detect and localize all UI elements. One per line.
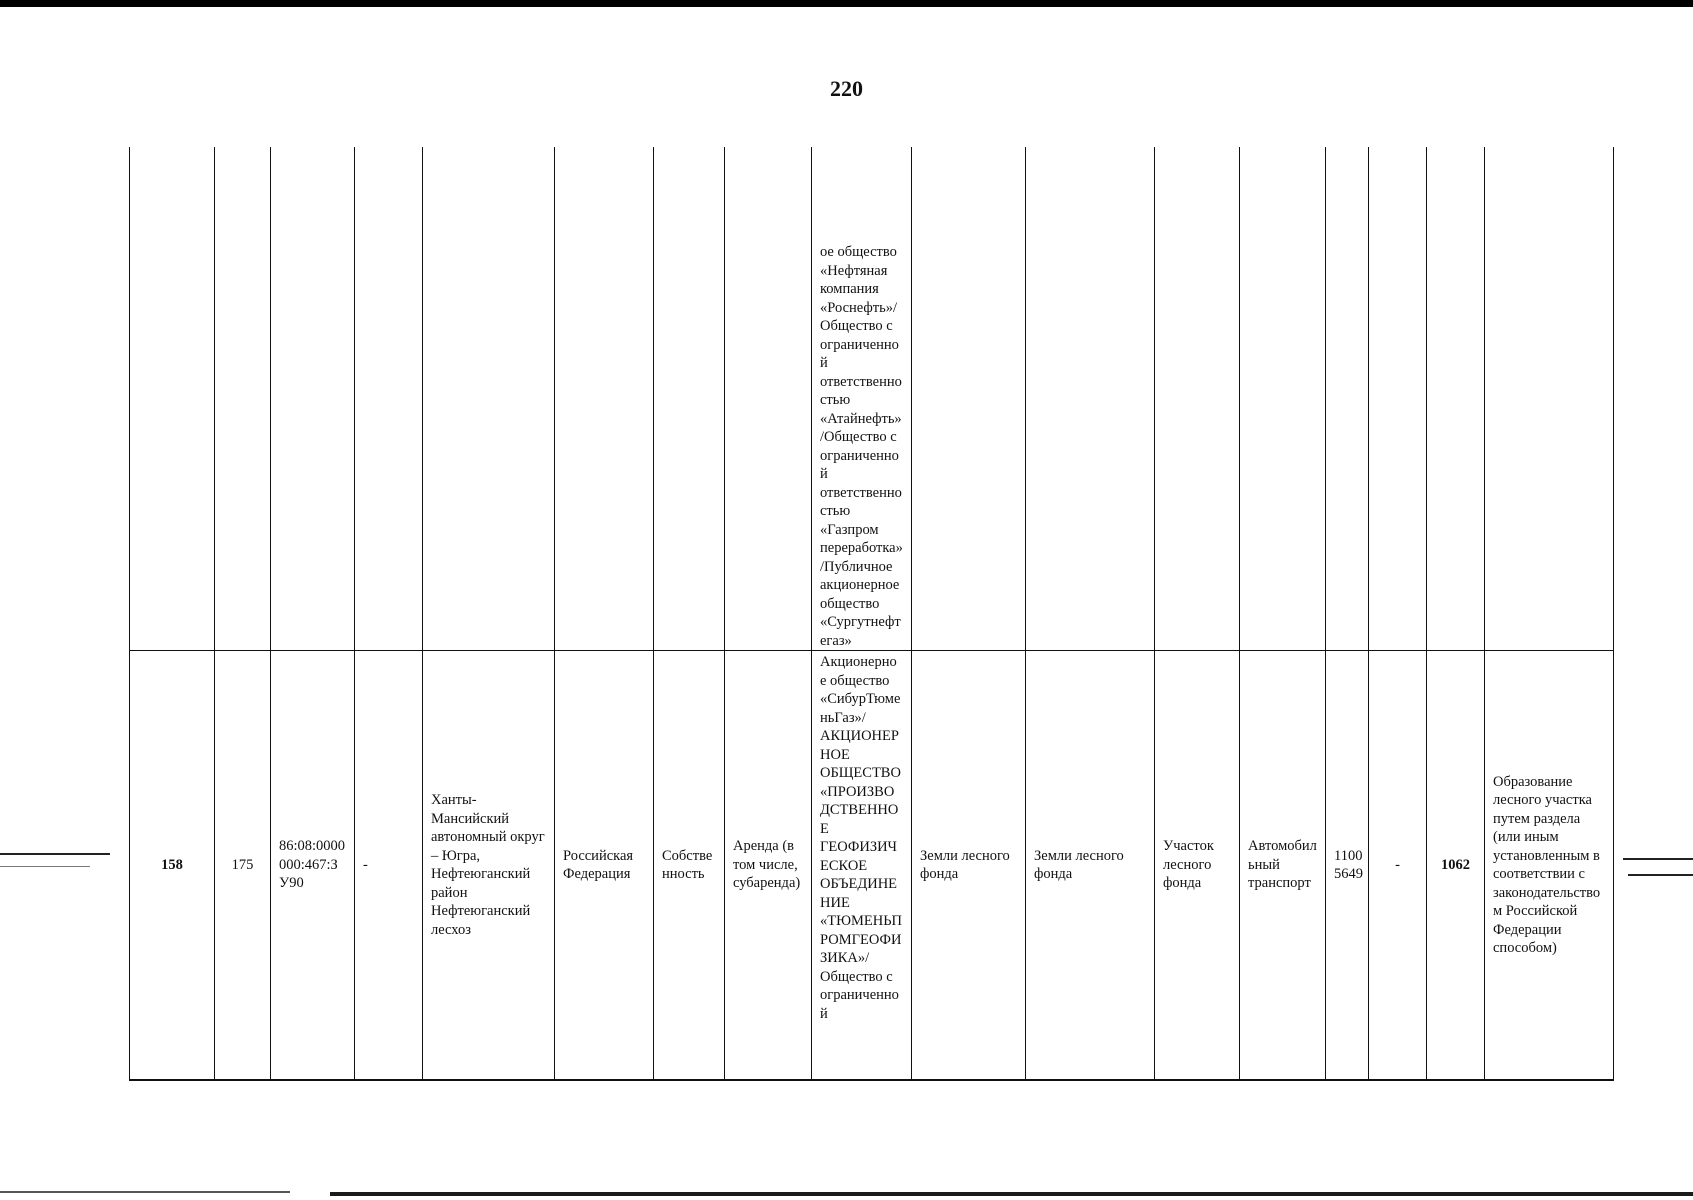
margin-mark-left: [0, 866, 90, 867]
cell-empty: [725, 147, 812, 651]
margin-mark-right: [1623, 858, 1693, 860]
cell-encumbrance: Аренда (в том числе, субаренда): [725, 651, 812, 1081]
cell-code: 175: [215, 651, 271, 1081]
cell-empty: [423, 147, 555, 651]
cell-dash: -: [355, 651, 423, 1081]
cell-empty: [1155, 147, 1240, 651]
cell-note: Образование лесного участка путем раздела (или иным установленным в соответствии с законодательством Российской Федерации способом): [1485, 651, 1614, 1081]
cell-location: Ханты-Мансийский автономный округ – Югра, Нефтеюганский район Нефтеюганский лесхоз: [423, 651, 555, 1081]
cell-empty: [1326, 147, 1369, 651]
table-row-158: [130, 651, 1614, 1081]
cell-empty: [1427, 147, 1485, 651]
cell-empty: [555, 147, 654, 651]
register-table-wrap: [129, 147, 1613, 1074]
cell-cadastral-number: 86:08:0000000:467:ЗУ90: [271, 651, 355, 1081]
cell-empty: [1240, 147, 1326, 651]
cell-owner: Российская Федерация: [555, 651, 654, 1081]
margin-mark-right: [1628, 874, 1693, 876]
margin-mark-left: [0, 853, 110, 855]
cell-right-type: Собственность: [654, 651, 725, 1081]
cell-empty: [912, 147, 1026, 651]
cell-empty: [130, 147, 215, 651]
cell-empty: [1485, 147, 1614, 651]
cell-empty: [1369, 147, 1427, 651]
cell-organizations: Акционерное общество «СибурТюменьГаз»/АКЦИОНЕРНОЕ ОБЩЕСТВО «ПРОИЗВОДСТВЕННОЕ ГЕОФИЗИЧЕСКОЕ ОБЪЕДИНЕНИЕ «ТЮМЕНЬПРОМГЕОФИЗИКА»/Общество с ограниченной: [812, 651, 912, 1081]
land-register-table: [129, 147, 1614, 1081]
cell-empty: [355, 147, 423, 651]
bottom-border-rule: [330, 1192, 1693, 1196]
table-row-continuation: [130, 147, 1614, 651]
cell-object: Участок лесного фонда: [1155, 651, 1240, 1081]
cell-row-number: 158: [130, 651, 215, 1081]
cell-empty: [271, 147, 355, 651]
cell-purpose: Автомобильный транспорт: [1240, 651, 1326, 1081]
cell-dash: -: [1369, 651, 1427, 1081]
top-border-rule: [0, 0, 1693, 7]
cell-empty: [654, 147, 725, 651]
cell-area: 11005649: [1326, 651, 1369, 1081]
page-number: 220: [830, 76, 863, 101]
cell-land-category: Земли лесного фонда: [912, 651, 1026, 1081]
bottom-rule-left: [0, 1191, 290, 1193]
cell-empty: [215, 147, 271, 651]
cell-quarter: 1062: [1427, 651, 1485, 1081]
cell-empty: [1026, 147, 1155, 651]
cell-organization-continued: ое общество «Нефтяная компания «Роснефть»/Общество с ограниченной ответственностью «Атайнефть»/Общество с ограниченной ответственностью «Газпром переработка»/Публичное акционерное общество «Сургутнефтегаз»: [812, 147, 912, 651]
cell-land-type: Земли лесного фонда: [1026, 651, 1155, 1081]
